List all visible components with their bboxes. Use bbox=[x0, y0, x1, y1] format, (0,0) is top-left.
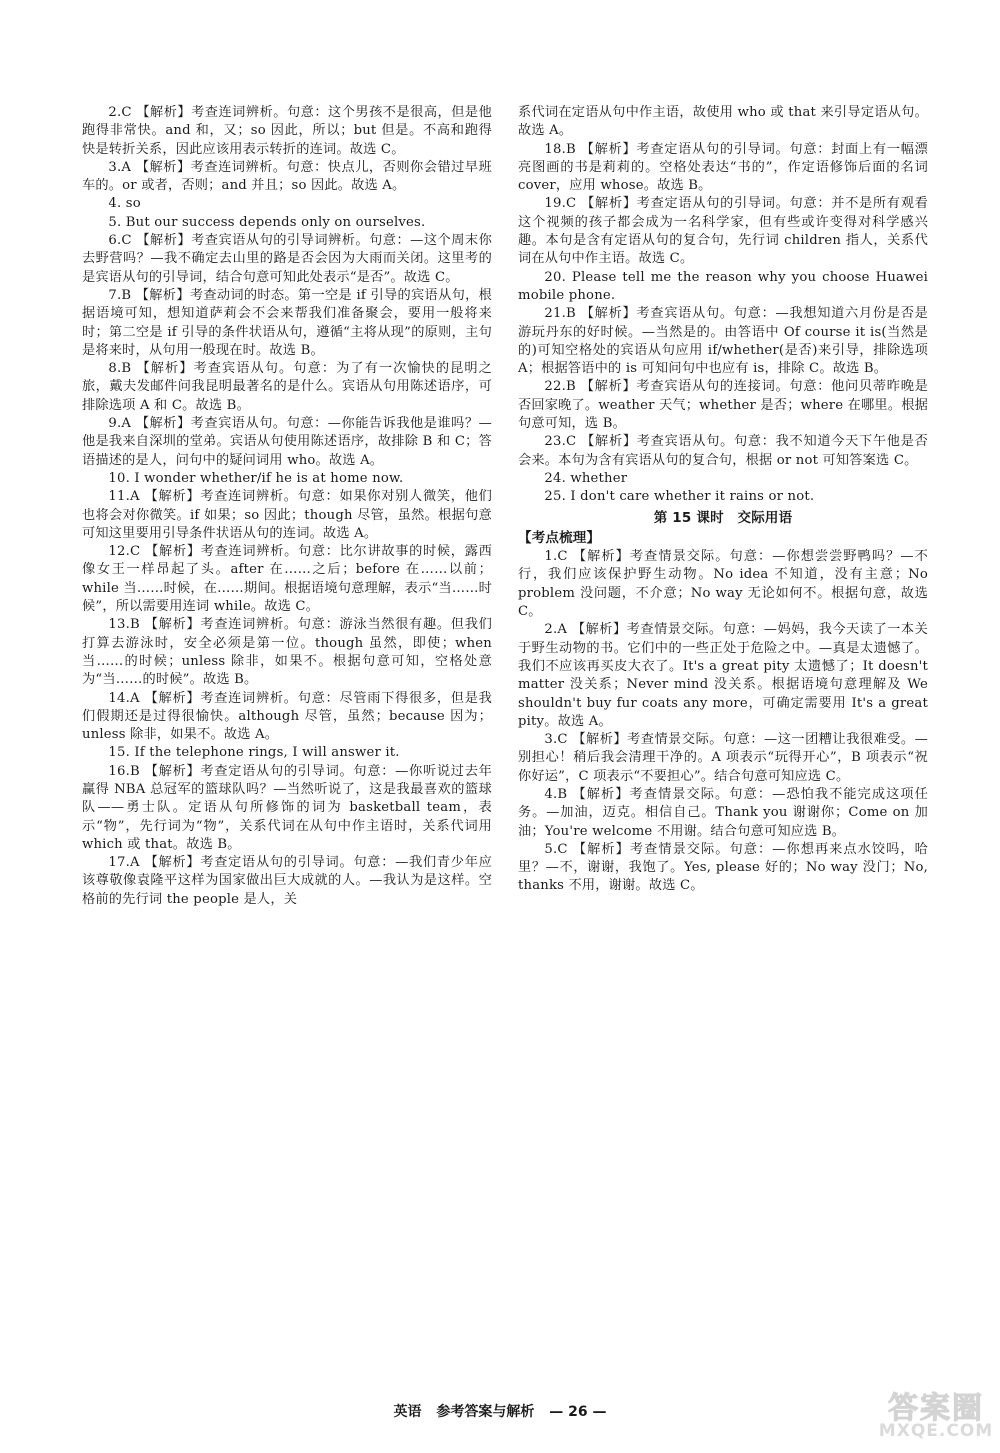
answer-paragraph: 18.B 【解析】考查定语从句的引导词。句意：封面上有一幅漂亮图画的书是莉莉的。空格处表达“书的”，作定语修饰后面的名词 cover，应用 whose。故选 B。 bbox=[518, 141, 928, 194]
page-footer bbox=[0, 1401, 1000, 1421]
answer-paragraph: 15. If the telephone rings, I will answer it. bbox=[108, 745, 400, 761]
section-heading: 第 15 课时 交际用语 bbox=[653, 509, 793, 526]
answer-paragraph: 1.C 【解析】考查情景交际。句意：—你想尝尝野鸭吗？—不行，我们应该保护野生动物。No idea 不知道，没有主意；No problem 没问题，不介意；No way 无论如何不。根据句意，故选 C。 bbox=[518, 549, 928, 620]
answer-paragraph: 19.C 【解析】考查定语从句的引导词。句意：并不是所有观看这个视频的孩子都会成为一名科学家，但有些或许变得对科学感兴趣。本句是含有定语从句的复合句，先行词 children 指人，关系代词在从句中作主语。故选 C。 bbox=[518, 196, 928, 267]
answer-paragraph: 16.B 【解析】考查定语从句的引导词。句意：—你听说过去年赢得 NBA 总冠军的篮球队吗？—当然听说了，这是我最喜欢的篮球队——勇士队。定语从句所修饰的词为 basketball team，表示“物”，先行词为“物”，关系代词在从句中作主语时，关系代词用 which 或 that。故选 B。 bbox=[82, 763, 492, 852]
answer-paragraph: 2.C 【解析】考查连词辨析。句意：这个男孩不是很高，但是他跑得非常快。and 和，又；so 因此，所以；but 但是。不高和跑得快是转折关系，因此应该用表示转折的连词。故选 C。 bbox=[82, 105, 492, 157]
answer-paragraph: 2.A 【解析】考查情景交际。句意：—妈妈，我今天读了一本关于野生动物的书。它们中的一些正处于危险之中。—真是太遗憾了。我们不应该再买皮大衣了。It's a great pity 太遗憾了；It doesn't matter 没关系；Never mind 没关系。根据语境句意理解及 We shouldn't buy fur coats any more，可确定需要用 It's a great pity。故选 A。 bbox=[518, 622, 928, 729]
page-number: — 26 — bbox=[549, 1404, 607, 1420]
answer-paragraph: 4.B 【解析】考查情景交际。句意：—恐怕我不能完成这项任务。—加油，迈克。相信自己。Thank you 谢谢你；Come on 加油；You're welcome 不用谢。结合句意可知应选 B。 bbox=[518, 786, 928, 839]
footer-subject: 英语 bbox=[393, 1404, 422, 1420]
answer-paragraph: 25. I don't care whether it rains or not. bbox=[544, 489, 815, 505]
watermark-url-text: MXQE.COM bbox=[878, 1421, 994, 1441]
answer-paragraph: 5.C 【解析】考查情景交际。句意：—你想再来点水饺吗，哈里？—不，谢谢，我饱了。Yes, please 好的；No way 没门；No, thanks 不用，谢谢。故选 C。 bbox=[518, 841, 928, 894]
answer-paragraph: 14.A 【解析】考查连词辨析。句意：尽管雨下得很多，但是我们假期还是过得很愉快。although 尽管，虽然；because 因为；unless 除非，如果不。故选 A。 bbox=[82, 690, 492, 743]
answer-paragraph: 11.A 【解析】考查连词辨析。句意：如果你对别人微笑，他们也将会对你微笑。if 如果；so 因此；though 尽管，虽然。根据句意可知这里要用引导条件状语从句的连词。故选 A。 bbox=[82, 489, 492, 541]
key-points-subheading: 【考点梳理】 bbox=[518, 529, 601, 546]
answer-paragraph: 10. I wonder whether/if he is at home now. bbox=[108, 470, 404, 486]
answer-paragraph-continued: 系代词在定语从句中作主语，故使用 who 或 that 来引导定语从句。故选 A。 bbox=[518, 105, 928, 139]
watermark-main-text: 答案圈 bbox=[888, 1391, 984, 1426]
site-watermark-logo bbox=[878, 1383, 994, 1445]
answer-paragraph: 20. Please tell me the reason why you choose Huawei mobile phone. bbox=[518, 269, 928, 303]
answer-paragraph: 22.B 【解析】考查宾语从句的连接词。句意：他问贝蒂昨晚是否回家晚了。weather 天气；whether 是否；where 在哪里。根据句意可知，选 B。 bbox=[518, 379, 928, 432]
answer-paragraph: 3.A 【解析】考查连词辨析。句意：快点儿，否则你会错过早班车的。or 或者，否则；and 并且；so 因此。故选 A。 bbox=[82, 159, 492, 194]
right-column bbox=[518, 104, 928, 896]
footer-section: 参考答案与解析 bbox=[436, 1404, 535, 1420]
answer-paragraph: 24. whether bbox=[544, 470, 628, 486]
answer-paragraph: 9.A 【解析】考查宾语从句。句意：—你能告诉我他是谁吗？—他是我来自深圳的堂弟。宾语从句使用陈述语序，故排除 B 和 C；答语描述的是人，问句中的疑问词用 who。故选 A。 bbox=[82, 416, 492, 468]
answer-paragraph: 7.B 【解析】考查动词的时态。第一空是 if 引导的宾语从句，根据语境可知，想知道萨莉会不会来帮我们准备聚会，要用一般将来时；第二空是 if 引导的条件状语从句，遵循“主将从现”的原则，主句是将来时，从句用一般现在时。故选 B。 bbox=[82, 287, 492, 358]
answer-paragraph: 6.C 【解析】考查宾语从句的引导词辨析。句意：—这个周末你去野营吗？—我不确定去山里的路是否会因为大雨而关闭。这里考的是宾语从句的引导词，结合句意可知此处表示“是否”。故选 C。 bbox=[82, 233, 492, 285]
answer-paragraph: 17.A 【解析】考查定语从句的引导词。句意：—我们青少年应该尊敬像袁隆平这样为国家做出巨大成就的人。—我认为是这样。空格前的先行词 the people 是人，关 bbox=[82, 855, 492, 907]
answer-paragraph: 13.B 【解析】考查连词辨析。句意：游泳当然很有趣。但我们打算去游泳时，安全必须是第一位。though 虽然，即使；when 当……的时候；unless 除非，如果不。根据句意可知，空格处意为“当……的时候”。故选 B。 bbox=[82, 617, 492, 688]
answer-paragraph: 21.B 【解析】考查宾语从句。句意：—我想知道六月份是否是游玩丹东的好时候。—当然是的。由答语中 Of course it is(当然是的)可知空格处的宾语从句应用 if/whether(是否)来引导，排除选项 A；根据答语中的 is 可知问句中也应有 is，排除 C。故选 B。 bbox=[518, 306, 928, 377]
answer-paragraph: 3.C 【解析】考查情景交际。句意：—这一团糟让我很难受。—别担心！稍后我会清理干净的。A 项表示“玩得开心”，B 项表示“祝你好运”，C 项表示“不要担心”。结合句意可知应选 C。 bbox=[518, 732, 928, 784]
left-column bbox=[82, 104, 492, 909]
answer-paragraph: 4. so bbox=[108, 196, 141, 212]
answer-paragraph: 8.B 【解析】考查宾语从句。句意：为了有一次愉快的昆明之旅，戴夫发邮件问我昆明最著名的是什么。宾语从句用陈述语序，可排除选项 A 和 C。故选 B。 bbox=[82, 361, 492, 413]
answer-paragraph: 12.C 【解析】考查连词辨析。句意：比尔讲故事的时候，露西像女王一样昂起了头。after 在……之后；before 在……以前；while 当……时候，在……期间。根据语境句意理解，表示“当……时候”，所以需要用连词 while。故选 C。 bbox=[82, 544, 492, 615]
answer-paragraph: 23.C 【解析】考查宾语从句。句意：我不知道今天下午他是否会来。本句为含有宾语从句的复合句，根据 or not 可知答案选 C。 bbox=[518, 434, 928, 468]
answer-paragraph: 5. But our success depends only on ourselves. bbox=[108, 214, 426, 230]
